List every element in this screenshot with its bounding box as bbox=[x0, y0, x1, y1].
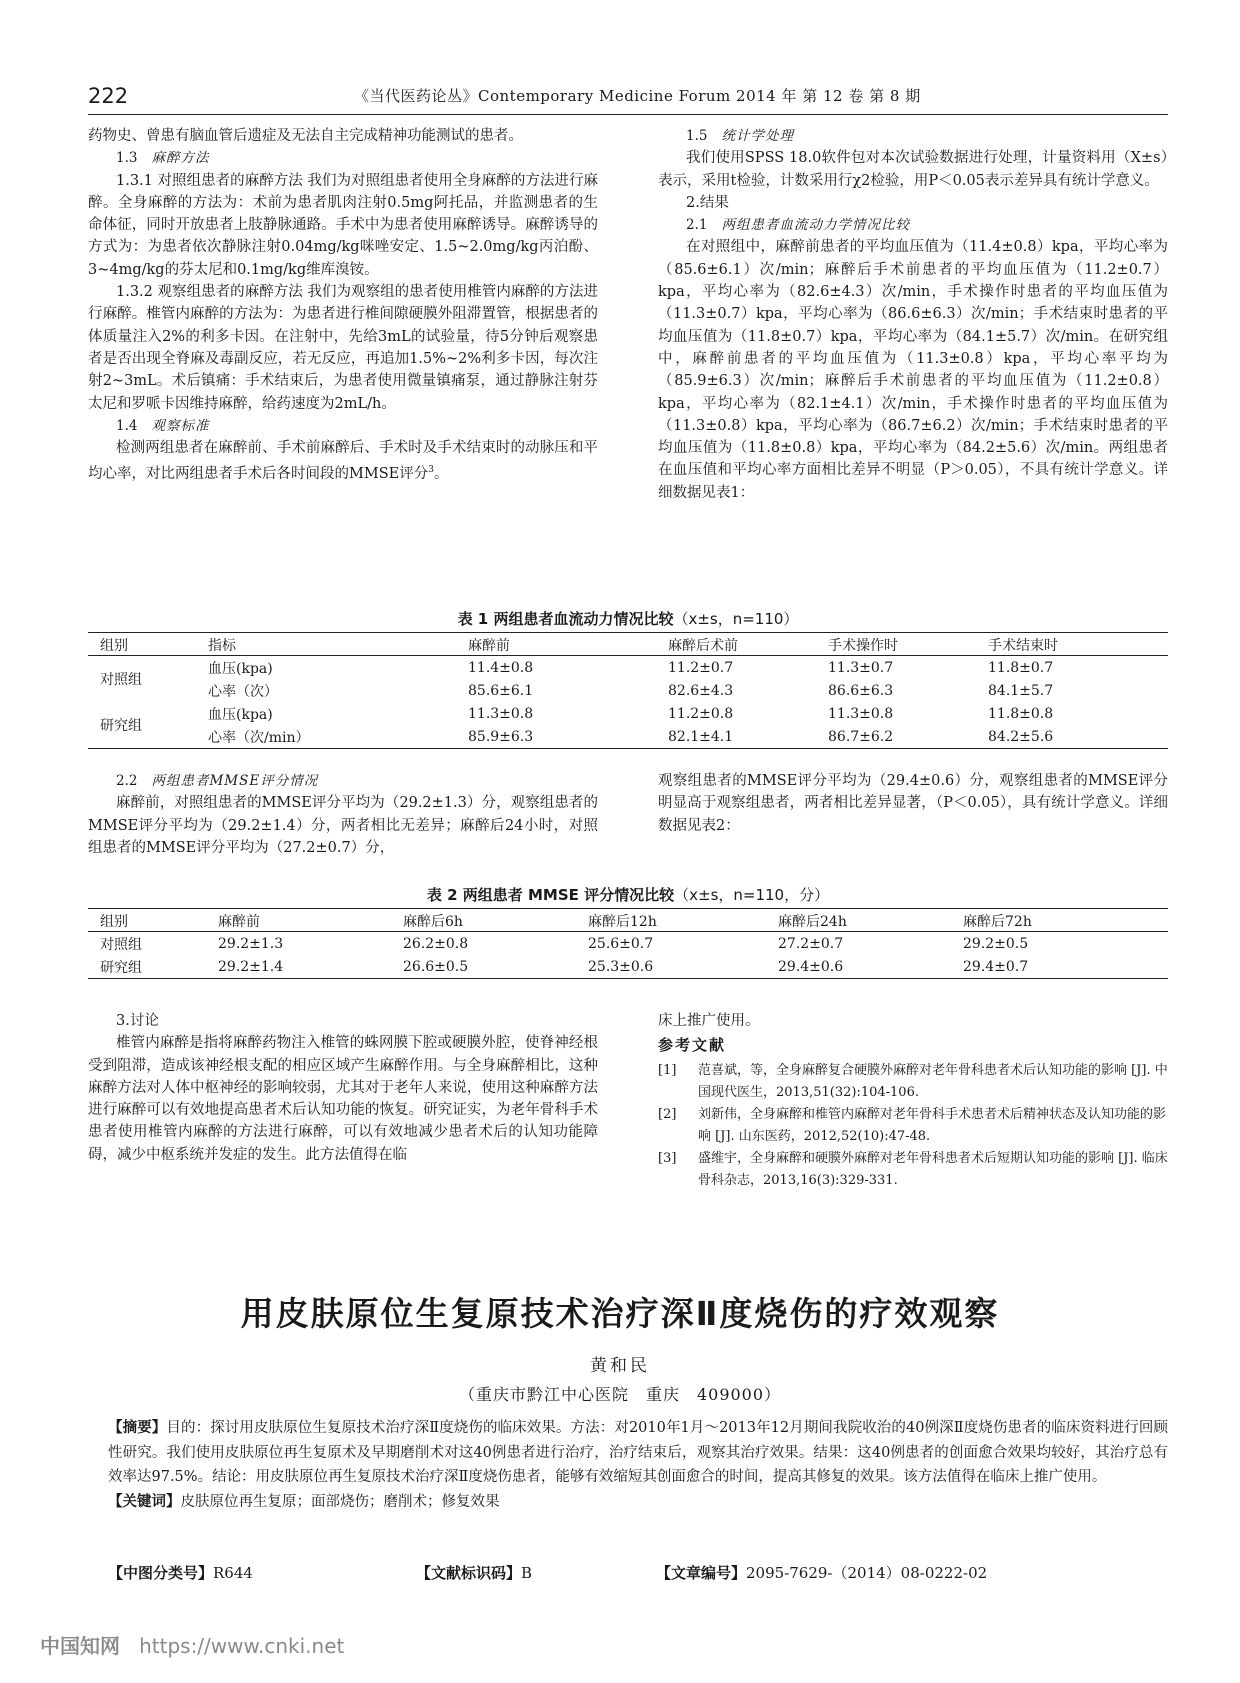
value-cell: 26.2±0.8 bbox=[403, 935, 469, 952]
paragraph-1-4: 检测两组患者在麻醉前、手术前麻醉后、手术时及手术结束时的动脉压和平均心率，对比两组患者手术后各时间段的MMSE评分$^3$。 bbox=[88, 440, 598, 483]
left-column bbox=[88, 125, 598, 486]
paragraph-1-3-1: 1.3.1 对照组患者的麻醉方法 我们为对照组患者使用全身麻醉的方法进行麻醉。全身麻醉的方法为：术前为患者肌肉注射0.5mg阿托品，并监测患者的生命体征，同时开放患者上肢静脉通路。手术中为患者使用麻醉诱导。麻醉诱导的方式为：为患者依次静脉注射0.04mg/kg咪唑安定、1.5~2.0mg/kg丙泊酚、3~4mg/kg的芬太尼和0.1mg/kg维库溴铵。 bbox=[88, 172, 598, 278]
value-cell: 11.8±0.7 bbox=[988, 659, 1054, 676]
section-heading-1-4: 1.4 观察标准 bbox=[116, 417, 210, 434]
discussion-section bbox=[88, 1010, 598, 1166]
value-cell: 25.3±0.6 bbox=[588, 958, 654, 975]
value-cell: 82.1±4.1 bbox=[668, 728, 734, 745]
article-number: 【文章编号】2095-7629-（2014）08-0222-02 bbox=[656, 1564, 988, 1582]
abstract bbox=[108, 1416, 1168, 1514]
group-cell: 研究组 bbox=[100, 718, 142, 734]
column-header: 麻醉后6h bbox=[403, 909, 588, 932]
group-cell: 对照组 bbox=[100, 936, 142, 953]
references-heading: 参考文献 bbox=[658, 1036, 727, 1055]
column-header: 麻醉后72h bbox=[963, 909, 1168, 932]
article-author: 黄和民 bbox=[590, 1356, 650, 1376]
cnki-url[interactable]: https://www.cnki.net bbox=[139, 1634, 345, 1658]
column-header: 组别 bbox=[88, 633, 208, 656]
value-cell: 29.2±1.3 bbox=[218, 935, 284, 952]
metric-cell: 血压(kpa) bbox=[208, 660, 273, 677]
table-row bbox=[88, 955, 1168, 979]
discussion-paragraph: 椎管内麻醉是指将麻醉药物注入椎管的蛛网膜下腔或硬膜外腔，使脊神经根受到阻滞，造成该神经根支配的相应区域产生麻醉作用。与全身麻醉相比，这种麻醉方法对人体中枢神经的影响较弱，尤其对于老年人来说，使用这种麻醉方法进行麻醉可以有效地提高患者术后认知功能的恢复。研究证实，为老年骨科手术患者使用椎管内麻醉的方法进行麻醉，可以有效地减少患者术后的认知功能障碍，减少中枢系统并发症的发生。此方法值得在临 bbox=[88, 1035, 598, 1163]
right-column-lower bbox=[658, 1010, 1168, 1192]
paragraph-1-5: 我们使用SPSS 18.0软件包对本次试验数据进行处理，计量资料用（X±s）表示，采用t检验，计数采用行χ2检验，用P＜0.05表示差异具有统计学意义。 bbox=[658, 150, 1168, 189]
keywords: 【关键词】皮肤原位再生复原；面部烧伤；磨削术；修复效果 bbox=[108, 1492, 500, 1510]
value-cell: 11.2±0.7 bbox=[668, 659, 734, 676]
page-number: 222 bbox=[88, 84, 129, 108]
classification-line bbox=[108, 1562, 1168, 1586]
article-title: 用皮肤原位生复原技术治疗深Ⅱ度烧伤的疗效观察 bbox=[240, 1294, 1000, 1333]
document-code: 【文献标识码】B bbox=[416, 1564, 533, 1582]
paragraph-2-2-cont: 观察组患者的MMSE评分平均为（29.4±0.6）分，观察组患者的MMSE评分明显高于观察组患者，两者相比差异显著，（P＜0.05），具有统计学意义。详细数据见表2： bbox=[658, 773, 1168, 834]
right-column-mid bbox=[658, 770, 1168, 837]
table2-caption: 表 2 两组患者 MMSE 评分情况比较（x±s，n=110，分） bbox=[426, 886, 830, 904]
column-header: 麻醉前 bbox=[218, 909, 403, 932]
value-cell: 11.4±0.8 bbox=[468, 659, 534, 676]
value-cell: 25.6±0.7 bbox=[588, 935, 654, 952]
value-cell: 27.2±0.7 bbox=[778, 935, 844, 952]
column-header: 麻醉后术前 bbox=[668, 633, 828, 656]
column-header: 手术操作时 bbox=[828, 633, 988, 656]
value-cell: 11.2±0.8 bbox=[668, 705, 734, 722]
value-cell: 11.3±0.8 bbox=[468, 705, 534, 722]
article-affiliation: （重庆市黔江中心医院 重庆 409000） bbox=[458, 1385, 782, 1404]
value-cell: 86.6±6.3 bbox=[828, 682, 894, 699]
value-cell: 84.2±5.6 bbox=[988, 728, 1054, 745]
section-heading-2: 2.结果 bbox=[686, 194, 729, 211]
table1 bbox=[88, 632, 1168, 749]
value-cell: 29.2±1.4 bbox=[218, 958, 284, 975]
section-heading-1-3: 1.3 麻醉方法 bbox=[116, 150, 210, 167]
value-cell: 29.4±0.6 bbox=[778, 958, 844, 975]
table-row bbox=[88, 656, 1168, 680]
reference-item: [2] 刘新伟，全身麻醉和椎管内麻醉对老年骨科手术患者术后精神状态及认知功能的影响 [J]. 山东医药，2012,52(10):47-48. bbox=[658, 1106, 1167, 1144]
column-header: 麻醉前 bbox=[468, 633, 668, 656]
value-cell: 85.9±6.3 bbox=[468, 728, 534, 745]
paragraph-2-2: 麻醉前，对照组患者的MMSE评分平均为（29.2±1.3）分，观察组患者的MMSE评分平均为（29.2±1.4）分，两者相比无差异；麻醉后24小时，对照组患者的MMSE评分平均为（27.2±0.7）分， bbox=[88, 795, 598, 856]
section-heading-1-5: 1.5 统计学处理 bbox=[686, 128, 794, 144]
table-row bbox=[88, 932, 1168, 956]
section-heading-3: 3.讨论 bbox=[116, 1013, 159, 1029]
paragraph: 药物史、曾患有脑血管后遗症及无法自主完成精神功能测试的患者。 bbox=[88, 128, 523, 144]
header-rule bbox=[88, 114, 1168, 115]
table-row bbox=[88, 725, 1168, 749]
value-cell: 86.7±6.2 bbox=[828, 728, 894, 745]
section-heading-2-2: 2.2 两组患者MMSE评分情况 bbox=[116, 773, 319, 789]
metric-cell: 血压(kpa) bbox=[208, 706, 273, 723]
journal-title: 《当代医药论丛》Contemporary Medicine Forum 2014 年 第 12 卷 第 8 期 bbox=[354, 87, 921, 105]
column-header: 麻醉后12h bbox=[588, 909, 778, 932]
column-header: 麻醉后24h bbox=[778, 909, 963, 932]
paragraph-1-3-2: 1.3.2 观察组患者的麻醉方法 我们为观察组的患者使用椎管内麻醉的方法进行麻醉。椎管内麻醉的方法为：为患者进行椎间隙硬膜外阻滞置管，根据患者的体质量注入2%的利多卡因。在注射中，先给3mL的试验量，待5分钟后观察患者是否出现全脊麻及毒副反应，若无反应，再追加1.5%~2%利多卡因，每次注射2~3mL。术后镇痛：手术结束后，为患者使用微量镇痛泵，通过静脉注射芬太尼和罗哌卡因维持麻醉，给药速度为2mL/h。 bbox=[88, 284, 598, 412]
column-header: 指标 bbox=[208, 633, 468, 656]
value-cell: 84.1±5.7 bbox=[988, 682, 1054, 699]
metric-cell: 心率（次） bbox=[208, 683, 278, 700]
reference-item: [3] 盛维宇，全身麻醉和硬膜外麻醉对老年骨科患者术后短期认知功能的影响 [J]. 临床骨科杂志，2013,16(3):329-331. bbox=[658, 1150, 1168, 1188]
table-header-row bbox=[88, 909, 1168, 932]
value-cell: 11.3±0.7 bbox=[828, 659, 894, 676]
value-cell: 29.2±0.5 bbox=[963, 935, 1029, 952]
value-cell: 29.4±0.7 bbox=[963, 958, 1029, 975]
column-header: 组别 bbox=[88, 909, 218, 932]
reference-item: [1] 范喜斌，等，全身麻醉复合硬膜外麻醉对老年骨科患者术后认知功能的影响 [J]. 中国现代医生，2013,51(32):104-106. bbox=[658, 1062, 1168, 1100]
table2 bbox=[88, 908, 1168, 979]
paragraph-2-1: 在对照组中，麻醉前患者的平均血压值为（11.4±0.8）kpa，平均心率为（85.6±6.1）次/min；麻醉后手术前患者的平均血压值为（11.2±0.7）kpa，平均心率为（82.6±4.3）次/min，手术操作时患者的平均血压值为（11.3±0.7）kpa，平均心率为（86.6±6.3）次/min；手术结束时患者的平均血压值为（11.8±0.7）kpa，平均心率为（84.1±5.7）次/min。在研究组中，麻醉前患者的平均血压值为（11.3±0.8）kpa，平均心率平均为（85.9±6.3）次/min；麻醉后手术前患者的平均血压值为（11.2±0.8）kpa，平均心率为（82.1±4.1）次/min，手术操作时患者的平均血压值为（11.3±0.8）kpa，平均心率为（86.7±6.2）次/min；手术结束时患者的平均血压值为（11.8±0.8）kpa，平均心率为（84.2±5.6）次/min。两组患者在血压值和平均心率方面相比差异不明显（P＞0.05），不具有统计学意义。详细数据见表1： bbox=[658, 239, 1168, 501]
value-cell: 11.8±0.8 bbox=[988, 705, 1054, 722]
running-header bbox=[88, 84, 1168, 114]
citation-sup: 3 bbox=[428, 465, 434, 476]
abstract-paragraph: 【摘要】目的：探讨用皮肤原位生复原技术治疗深Ⅱ度烧伤的临床效果。方法：对2010年1月～2013年12月期间我院收治的40例深Ⅱ度烧伤患者的临床资料进行回顾性研究。我们使用皮肤原位再生复原术及早期磨削术对这40例患者进行治疗，治疗结束后，观察其治疗效果。结果：这40例患者的创面愈合效果均较好，其治疗总有效率达97.5%。结论：用皮肤原位再生复原技术治疗深Ⅱ度烧伤患者，能够有效缩短其创面愈合的时间，提高其修复的效果。该方法值得在临床上推广使用。 bbox=[108, 1419, 1169, 1485]
table-row bbox=[88, 679, 1168, 702]
column-header: 手术结束时 bbox=[988, 633, 1168, 656]
value-cell: 85.6±6.1 bbox=[468, 682, 534, 699]
cnki-logo: 中国知网 bbox=[40, 1634, 120, 1658]
table-row bbox=[88, 702, 1168, 725]
right-column bbox=[658, 125, 1168, 504]
group-cell: 研究组 bbox=[100, 959, 142, 976]
value-cell: 26.6±0.5 bbox=[403, 958, 469, 975]
discussion-paragraph-cont: 床上推广使用。 bbox=[658, 1013, 760, 1029]
left-column-mid bbox=[88, 770, 598, 859]
table1-caption: 表 1 两组患者血流动力情况比较（x±s，n=110） bbox=[457, 610, 799, 628]
value-cell: 82.6±4.3 bbox=[668, 682, 734, 699]
metric-cell: 心率（次/min） bbox=[208, 729, 310, 746]
group-cell: 对照组 bbox=[100, 672, 142, 688]
cnki-watermark bbox=[40, 1630, 344, 1659]
value-cell: 11.3±0.8 bbox=[828, 705, 894, 722]
clc-number: 【中图分类号】R644 bbox=[108, 1564, 253, 1582]
table-header-row bbox=[88, 633, 1168, 656]
section-heading-2-1: 2.1 两组患者血流动力学情况比较 bbox=[686, 217, 910, 234]
